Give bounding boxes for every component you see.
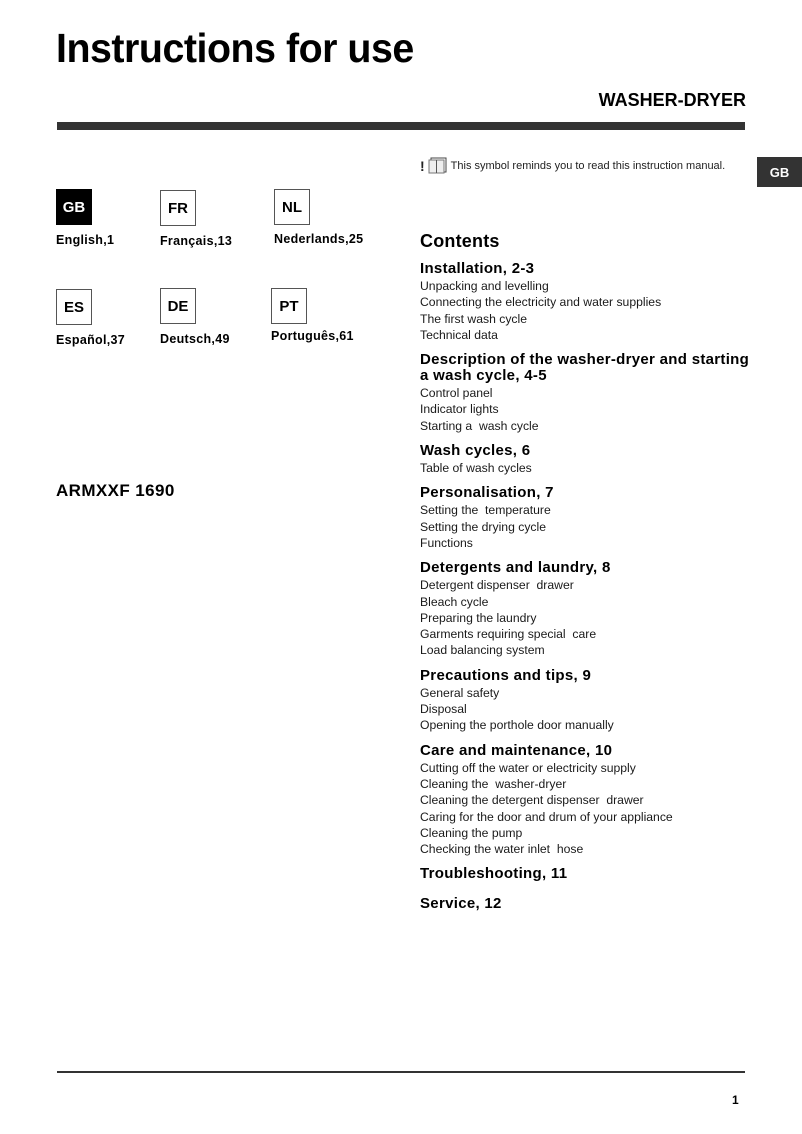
- toc-section: [420, 866, 750, 882]
- toc-section: [420, 485, 750, 551]
- toc-item[interactable]: Opening the porthole door manually: [420, 718, 614, 733]
- read-manual-notice: [420, 157, 725, 174]
- lang-label: Nederlands,25: [274, 232, 364, 246]
- toc-item[interactable]: Cutting off the water or electricity supply: [420, 760, 636, 775]
- toc-heading[interactable]: Care and maintenance, 10: [420, 741, 613, 759]
- toc-item[interactable]: Setting the drying cycle: [420, 519, 547, 534]
- toc-item[interactable]: The first wash cycle: [420, 311, 528, 326]
- exclamation-icon: !: [420, 157, 425, 174]
- toc-item[interactable]: Cleaning the washer-dryer: [420, 776, 567, 791]
- lang-label: English,1: [56, 233, 115, 247]
- side-tab-gb[interactable]: GB: [757, 157, 802, 187]
- page-number: 1: [732, 1093, 739, 1107]
- lang-label: Español,37: [56, 333, 125, 347]
- toc-item[interactable]: Disposal: [420, 702, 467, 717]
- toc-section: [420, 896, 750, 912]
- lang-label: Deutsch,49: [160, 332, 230, 346]
- toc-item[interactable]: Setting the temperature: [420, 503, 551, 518]
- footer-divider: [57, 1071, 745, 1073]
- lang-code-box: ES: [56, 289, 92, 325]
- toc-item[interactable]: Connecting the electricity and water supplies: [420, 295, 662, 310]
- lang-pt[interactable]: [271, 288, 354, 343]
- lang-nl[interactable]: [274, 189, 363, 246]
- toc-item[interactable]: Load balancing system: [420, 643, 545, 658]
- toc-section: [420, 668, 750, 734]
- toc-item[interactable]: Cleaning the pump: [420, 825, 523, 840]
- toc-item[interactable]: Table of wash cycles: [420, 461, 532, 476]
- toc-section: [420, 743, 750, 858]
- book-icon: [428, 157, 448, 174]
- lang-es[interactable]: [56, 289, 125, 347]
- page-title: Instructions for use: [56, 25, 414, 71]
- toc-item[interactable]: Unpacking and levelling: [420, 279, 549, 293]
- lang-de[interactable]: [160, 288, 230, 346]
- toc-item[interactable]: Starting a wash cycle: [420, 418, 539, 433]
- toc-item[interactable]: Detergent dispenser drawer: [420, 578, 574, 593]
- toc-section: [420, 261, 750, 343]
- lang-fr[interactable]: [160, 190, 232, 248]
- lang-label: Português,61: [271, 329, 354, 343]
- toc-heading[interactable]: Detergents and laundry, 8: [420, 559, 611, 577]
- lang-gb[interactable]: [56, 189, 114, 247]
- toc-section: [420, 560, 750, 658]
- table-of-contents: [420, 230, 750, 921]
- lang-code-box: PT: [271, 288, 307, 324]
- lang-code-box: GB: [56, 189, 92, 225]
- product-type: WASHER-DRYER: [598, 90, 746, 110]
- toc-item[interactable]: Functions: [420, 535, 473, 550]
- lang-code-box: DE: [160, 288, 196, 324]
- toc-item[interactable]: General safety: [420, 685, 500, 700]
- toc-item[interactable]: Technical data: [420, 327, 498, 342]
- toc-heading[interactable]: Description of the washer-dryer and starting a wash cycle, 4-5: [420, 351, 750, 385]
- contents-title: Contents: [420, 231, 500, 251]
- toc-heading[interactable]: Installation, 2-3: [420, 260, 535, 277]
- toc-heading[interactable]: Troubleshooting, 11: [420, 865, 568, 883]
- toc-heading[interactable]: Wash cycles, 6: [420, 442, 531, 460]
- toc-item[interactable]: Caring for the door and drum of your appliance: [420, 809, 673, 824]
- lang-label: Français,13: [160, 234, 233, 248]
- notice-text: This symbol reminds you to read this instruction manual.: [450, 159, 726, 172]
- model-number: ARMXXF 1690: [56, 481, 175, 500]
- toc-item[interactable]: Bleach cycle: [420, 594, 489, 609]
- toc-heading[interactable]: Service, 12: [420, 895, 502, 913]
- toc-item[interactable]: Garments requiring special care: [420, 627, 597, 642]
- toc-item[interactable]: Preparing the laundry: [420, 610, 537, 625]
- toc-item[interactable]: Cleaning the detergent dispenser drawer: [420, 793, 644, 808]
- toc-section: [420, 352, 750, 434]
- toc-item[interactable]: Control panel: [420, 386, 493, 401]
- lang-code-box: NL: [274, 189, 310, 225]
- lang-code-box: FR: [160, 190, 196, 226]
- toc-section: [420, 443, 750, 476]
- toc-item[interactable]: Checking the water inlet hose: [420, 842, 584, 857]
- toc-heading[interactable]: Precautions and tips, 9: [420, 666, 592, 684]
- header-divider: [57, 122, 745, 130]
- toc-item[interactable]: Indicator lights: [420, 402, 499, 417]
- toc-heading[interactable]: Personalisation, 7: [420, 484, 554, 502]
